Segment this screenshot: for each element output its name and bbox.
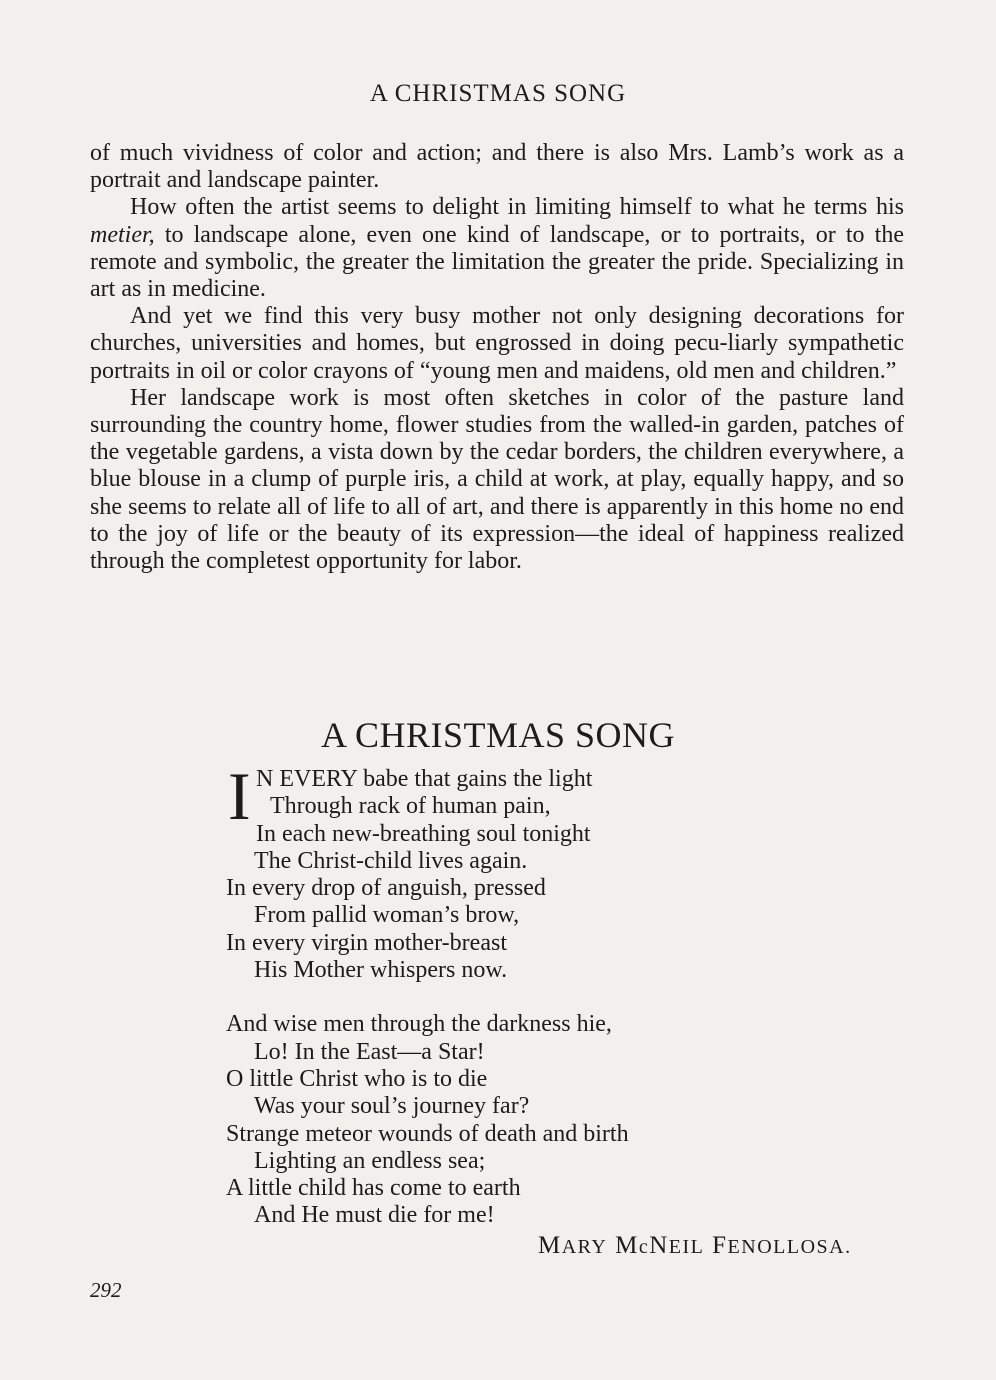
poem-line: And He must die for me! — [254, 1202, 495, 1229]
stanza-2 — [226, 1011, 906, 1229]
drop-cap: I — [228, 758, 251, 834]
author-signature — [538, 1232, 852, 1260]
author-smallcaps: ENOLLOSA. — [727, 1236, 852, 1258]
poem-line: A little child has come to earth — [226, 1175, 521, 1202]
poem-line — [226, 766, 906, 793]
page-number: 292 — [90, 1278, 122, 1302]
poem-line: In every drop of anguish, pressed — [226, 875, 546, 902]
paragraph-2-text-a: How often the artist seems to delight in limiting himself to what he terms his — [130, 194, 904, 221]
poem-line: The Christ-child lives again. — [254, 847, 528, 874]
first-line-rest: babe that gains the light — [357, 766, 593, 792]
poem-line: Lighting an endless sea; — [254, 1147, 486, 1174]
poem-line: O little Christ who is to die — [226, 1065, 488, 1092]
author-initial: M — [538, 1232, 562, 1259]
article-body — [90, 140, 904, 575]
author-smallcaps: c — [638, 1236, 650, 1258]
poem — [226, 758, 906, 1230]
paragraph-1: of much vividness of color and action; and there is also Mrs. Lamb’s work as a portrait and landscape painter. — [90, 140, 904, 194]
author-smallcaps: ARY — [561, 1236, 608, 1258]
poem-line: Lo! In the East—a Star! — [254, 1038, 485, 1065]
paragraph-2 — [90, 194, 904, 303]
poem-line: Strange meteor wounds of death and birth — [226, 1120, 629, 1147]
paragraph-2-italic: metier, — [90, 221, 155, 248]
poem-line: His Mother whispers now. — [254, 957, 508, 984]
poem-line: In each new-breathing soul tonight — [256, 820, 591, 847]
paragraph-4: Her landscape work is most often sketches in color of the pasture land surrounding the country home, flower studies from the walled-in garden, patches of the vegetable gardens, a vista down by the cedar borders, the children everywhere, a blue blouse in a clump of purple iris, a child at work, at play, equally happy, and so she seems to relate all of life to all of art, and there is apparently in this home no end to the joy of life or the beauty of its expression—the ideal of happiness realized through the completest opportunity for labor. — [90, 384, 904, 575]
running-head: A CHRISTMAS SONG — [369, 80, 627, 107]
paragraph-3: And yet we find this very busy mother not only designing decorations for churches, universities and homes, but engrossed in doing pecu-liarly sympathetic portraits in oil or color crayons of “young men and maidens, old men and children.” — [90, 303, 904, 384]
poem-title: A CHRISTMAS SONG — [320, 715, 676, 755]
first-line-caps: N EVERY — [256, 766, 358, 792]
author-smallcaps: EIL — [668, 1236, 705, 1258]
poem-line: Was your soul’s journey far? — [254, 1093, 530, 1120]
stanza-1 — [226, 758, 906, 984]
poem-line: In every virgin mother-breast — [226, 929, 507, 956]
poem-line: From pallid woman’s brow, — [254, 902, 520, 929]
author-initial: N — [649, 1232, 669, 1259]
author-initial: F — [712, 1232, 728, 1259]
author-initial: M — [615, 1232, 639, 1259]
poem-line: Through rack of human pain, — [270, 793, 551, 820]
poem-line: And wise men through the darkness hie, — [226, 1011, 612, 1038]
paragraph-2-text-b: to landscape alone, even one kind of landscape, or to portraits, or to the remote and symbolic, the greater the limitation the greater the pride. Specializing in art as in medicine. — [90, 221, 904, 303]
